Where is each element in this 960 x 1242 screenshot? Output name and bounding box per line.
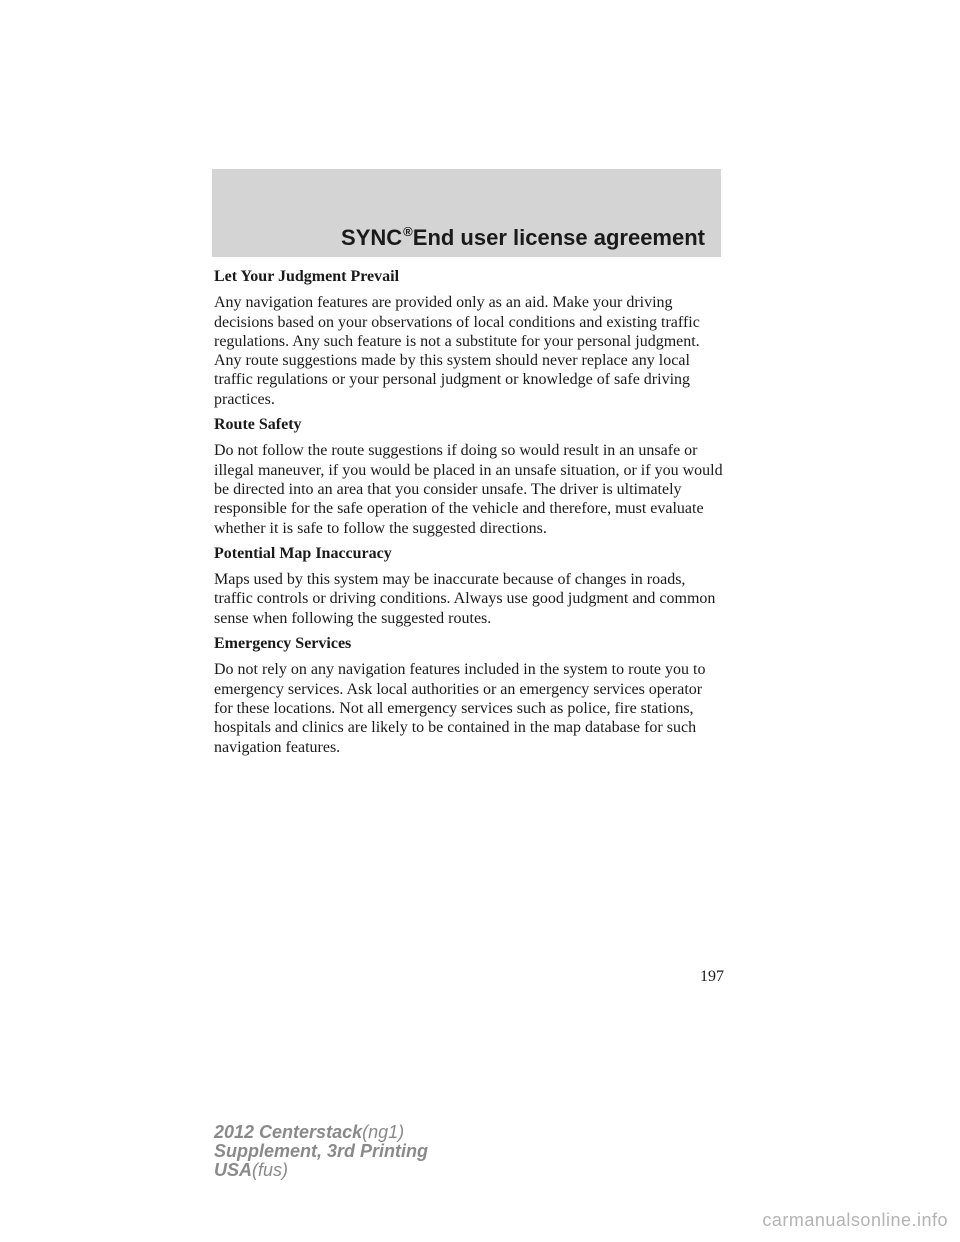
watermark-text: carmanualsonline.info xyxy=(762,1210,948,1230)
section-body: Any navigation features are provided only as an aid. Make your driving decisions based on your observations of local conditions and existing traffic regulations. Any such feature is not a substitute for your personal judgment. Any route suggestions made by this system should never replace any local traffic regulations or your personal judgment or knowledge of safe driving practices. xyxy=(214,294,700,408)
chapter-title-subtitle: End user license agreement xyxy=(412,225,705,250)
footer-line-market xyxy=(214,1161,428,1180)
chapter-title-brand: SYNC xyxy=(341,225,403,250)
section-heading: Emergency Services xyxy=(214,635,352,653)
trademark-symbol: ® xyxy=(403,224,413,239)
footer-market-code: (fus) xyxy=(252,1160,289,1180)
section-emergency-services xyxy=(214,634,724,757)
section-route-safety xyxy=(214,415,724,538)
section-heading: Potential Map Inaccuracy xyxy=(214,544,392,562)
chapter-header-band xyxy=(212,169,721,257)
chapter-title xyxy=(341,224,705,251)
section-judgment xyxy=(214,267,724,409)
section-heading: Route Safety xyxy=(214,416,302,434)
page-content xyxy=(214,267,724,763)
section-heading: Let Your Judgment Prevail xyxy=(214,268,400,285)
footer-printing: Supplement, 3rd Printing xyxy=(214,1141,429,1161)
section-map-inaccuracy xyxy=(214,544,724,628)
print-footer xyxy=(214,1123,428,1180)
footer-edition-code: (ng1) xyxy=(362,1122,405,1142)
footer-edition: 2012 Centerstack xyxy=(214,1122,363,1142)
section-body: Maps used by this system may be inaccurate because of changes in roads, traffic controls or driving conditions. Always use good judgment and common sense when following the suggested routes. xyxy=(214,571,716,627)
footer-line-edition xyxy=(214,1123,428,1142)
footer-market: USA xyxy=(214,1160,253,1180)
section-body: Do not follow the route suggestions if doing so would result in an unsafe or illegal maneuver, if you would be placed in an unsafe situation, or if you would be directed into an area that you consider unsafe. The driver is ultimately responsible for the safe operation of the vehicle and therefore, must evaluate whether it is safe to follow the suggested directions. xyxy=(214,442,723,537)
section-body: Do not rely on any navigation features included in the system to route you to emergency services. Ask local authorities or an emergency services operator for these locations. Not all emergency services such as police, fire stations, hospitals and clinics are likely to be contained in the map database for such navigation features. xyxy=(214,661,706,756)
page-number: 197 xyxy=(700,968,724,985)
